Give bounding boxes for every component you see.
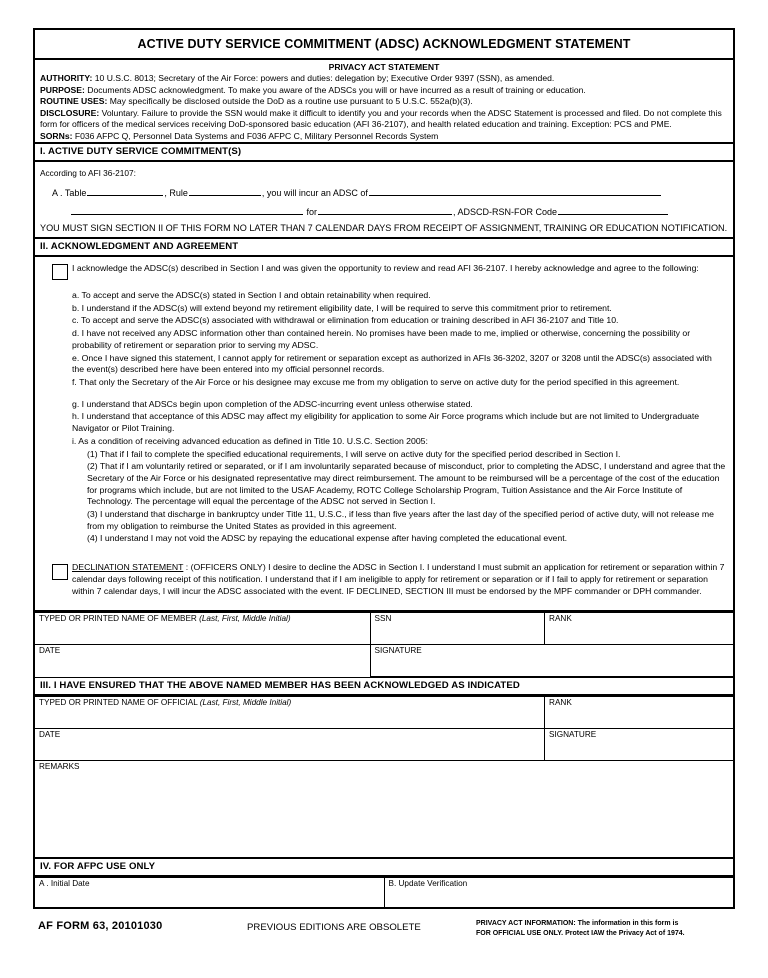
member-rank-cell[interactable] bbox=[545, 613, 733, 645]
purpose-label: PURPOSE: bbox=[40, 84, 85, 95]
for-blank-field[interactable] bbox=[318, 203, 452, 215]
af-form-number: AF FORM 63, 20101030 bbox=[38, 920, 163, 932]
agreement-item-g: g. I understand that ADSCs begin upon completion of the ADSC-incurring event unless otherwise stated. bbox=[72, 398, 473, 409]
privacy-authority-line bbox=[40, 73, 728, 85]
member-name-label: TYPED OR PRINTED NAME OF MEMBER bbox=[39, 614, 197, 624]
routine-uses-text: May specifically be disclosed outside the DoD as a routine use pursuant to 5 U.S.C. 552a(b)(3). bbox=[107, 96, 473, 107]
rule-blank-field[interactable] bbox=[189, 184, 261, 196]
for-label: for bbox=[306, 206, 318, 217]
table-row bbox=[35, 645, 733, 678]
member-name-hint: (Last, First, Middle Initial) bbox=[199, 614, 291, 624]
agreement-item-d: d. I have not received any ADSC information other than contained herein. No promises have been made to me, implied or otherwise, concerning the possibility or probability of retirement or separation prior to serving my ADSC. bbox=[72, 328, 691, 350]
declination-label: DECLINATION STATEMENT bbox=[72, 562, 184, 573]
member-signature-label: SIGNATURE bbox=[374, 646, 422, 656]
table-row bbox=[35, 878, 733, 908]
initial-date-cell[interactable] bbox=[35, 878, 384, 908]
agreement-item-e: e. Once I have signed this statement, I cannot apply for retirement or separation except as authorized in AFIs 36-3202, 3207 or 3208 until the ADSC(s) associated with the event(s) described here have been entered into my official personnel records. bbox=[72, 352, 712, 375]
table-row bbox=[35, 729, 733, 761]
sorns-text: F036 AFPC Q, Personnel Data Systems and F036 AFPC C, Military Personnel Records System bbox=[72, 130, 439, 141]
privacy-info-line-2: FOR OFFICIAL USE ONLY. Protect IAW the Privacy Act of 1974. bbox=[476, 929, 685, 937]
section-2-header: II. ACKNOWLEDGMENT AND AGREEMENT bbox=[35, 239, 733, 257]
afpc-use-table bbox=[35, 877, 733, 907]
member-date-label: DATE bbox=[39, 646, 61, 656]
previous-editions-notice: PREVIOUS EDITIONS ARE OBSOLETE bbox=[247, 922, 421, 933]
adsc-cont-blank-field[interactable] bbox=[71, 203, 303, 215]
item-spacer bbox=[42, 389, 726, 398]
official-signature-label: SIGNATURE bbox=[549, 730, 597, 740]
acknowledge-text: I acknowledge the ADSC(s) described in Section I and was given the opportunity to review and read AFI 36-2107. I hereby acknowledge and agree to the following: bbox=[72, 263, 699, 274]
declination-checkbox[interactable] bbox=[52, 564, 68, 580]
section-1-body bbox=[35, 162, 733, 240]
acknowledge-checkbox[interactable] bbox=[52, 264, 68, 280]
form-title: ACTIVE DUTY SERVICE COMMITMENT (ADSC) ACKNOWLEDGMENT STATEMENT bbox=[35, 30, 733, 60]
af-form-63 bbox=[33, 28, 735, 909]
must-sign-notice: YOU MUST SIGN SECTION II OF THIS FORM NO LATER THAN 7 CALENDAR DAYS FROM RECEIPT OF ASSIGNMENT, TRAINING OR EDUCATION NOTIFICATION. bbox=[40, 222, 728, 233]
table-row bbox=[35, 613, 733, 645]
adsc-entry-row-b bbox=[70, 203, 728, 218]
privacy-act-info bbox=[476, 919, 738, 938]
update-verification-label: B. Update Verification bbox=[388, 879, 468, 889]
authority-label: AUTHORITY: bbox=[40, 73, 93, 83]
agreement-subitem-1: (1) That if I fail to complete the specified educational requirements, I will serve on active duty for the specified period described in Section I. bbox=[87, 448, 621, 459]
according-to-afi: According to AFI 36-2107: bbox=[40, 167, 136, 178]
adscd-code-label: , ADSCD-RSN-FOR Code bbox=[453, 206, 558, 217]
incur-label: , you will incur an ADSC of bbox=[261, 187, 368, 198]
official-rank-cell[interactable] bbox=[545, 697, 733, 729]
privacy-disclosure-line bbox=[40, 108, 728, 131]
official-signature-cell[interactable] bbox=[545, 729, 733, 761]
remarks-label: REMARKS bbox=[39, 762, 80, 772]
table-row bbox=[35, 697, 733, 729]
ssn-label: SSN bbox=[374, 614, 392, 624]
update-verification-cell[interactable] bbox=[384, 878, 733, 908]
official-name-label: TYPED OR PRINTED NAME OF OFFICIAL bbox=[39, 698, 198, 708]
official-date-label: DATE bbox=[39, 730, 61, 740]
member-identity-table bbox=[35, 612, 733, 678]
agreement-item-c: c. To accept and serve the ADSC(s) associated with withdrawal or elimination from education or training described in AFI 36-2107 and Title 10. bbox=[72, 315, 619, 326]
agreement-item-f: f. That only the Secretary of the Air Force or his designee may excuse me from my obligation to serve on active duty for the period specified in this agreement. bbox=[72, 376, 680, 387]
table-blank-field[interactable] bbox=[87, 184, 163, 196]
member-date-cell[interactable] bbox=[35, 645, 370, 678]
table-row bbox=[35, 761, 733, 859]
privacy-sorns-line bbox=[40, 131, 728, 143]
member-name-cell[interactable] bbox=[35, 613, 370, 645]
acknowledge-row bbox=[42, 263, 726, 289]
adscd-code-blank-field[interactable] bbox=[558, 203, 668, 215]
official-name-cell[interactable] bbox=[35, 697, 545, 729]
privacy-info-line-1: PRIVACY ACT INFORMATION: The information in this form is bbox=[476, 920, 679, 927]
form-footer bbox=[33, 919, 735, 953]
declination-text-block bbox=[72, 562, 726, 597]
sorns-label: SORNs: bbox=[40, 130, 73, 141]
member-ssn-cell[interactable] bbox=[370, 613, 545, 645]
agreement-subitem-2: (2) That if I am voluntarily retired or separated, or if I am involuntarily separated because of misconduct, prior to completing the ADSC, I understand and agree that the Secretary of the Air Force or his designated representative may direct reimbursement. The amount to be reimbursed will be a percentage of the cost of the education for programs which include, but are not limited to the USAF Academy, ROTC College Scholarship Program, Tuition Assistance and the Air Force Institute of Technology. The percentage will equal the percentage of the ADSC not served in Section I. bbox=[87, 461, 726, 507]
privacy-routine-uses-line bbox=[40, 96, 728, 108]
remarks-cell[interactable] bbox=[35, 761, 733, 859]
official-rank-label: RANK bbox=[549, 698, 572, 708]
table-label: A . Table bbox=[52, 187, 87, 198]
agreement-item-a: a. To accept and serve the ADSC(s) stated in Section I and obtain retainability when required. bbox=[72, 290, 431, 301]
adsc-entry-row-a bbox=[52, 184, 728, 199]
rule-label: , Rule bbox=[164, 187, 188, 198]
section-3-header: III. I HAVE ENSURED THAT THE ABOVE NAMED MEMBER HAS BEEN ACKNOWLEDGED AS INDICATED bbox=[35, 678, 733, 696]
authority-text: 10 U.S.C. 8013; Secretary of the Air Force: powers and duties: delegation by; Executive Order 9397 (SSN), as amended. bbox=[92, 73, 555, 83]
official-name-hint: (Last, First, Middle Initial) bbox=[199, 698, 292, 708]
member-signature-cell[interactable] bbox=[370, 645, 733, 678]
declination-row bbox=[42, 562, 726, 602]
official-identity-table bbox=[35, 696, 733, 859]
agreement-item-b: b. I understand if the ADSC(s) will extend beyond my retirement eligibility date, I will be required to serve this commitment prior to retirement. bbox=[72, 302, 612, 313]
section-4-header: IV. FOR AFPC USE ONLY bbox=[35, 859, 733, 877]
disclosure-label: DISCLOSURE: bbox=[40, 107, 100, 118]
agreement-subitem-4: (4) I understand I may not void the ADSC by repaying the educational expense after having completed the educational event. bbox=[87, 533, 568, 544]
section-1-header: I. ACTIVE DUTY SERVICE COMMITMENT(S) bbox=[35, 144, 733, 162]
adsc-of-blank-field[interactable] bbox=[369, 184, 661, 196]
rank-label: RANK bbox=[549, 614, 572, 624]
privacy-act-heading: PRIVACY ACT STATEMENT bbox=[328, 62, 440, 72]
disclosure-text: Voluntary. Failure to provide the SSN would make it difficult to identify you and your records when the ADSC Statement is processed and filed. Do not complete this form for officers of the medical services receiving DoD-sponsored basic education (AFI 36-2107), and health related education and training. Exception: PCS and PME. bbox=[40, 107, 722, 130]
privacy-act-block bbox=[35, 60, 733, 144]
initial-date-label: A . Initial Date bbox=[39, 879, 90, 889]
official-date-cell[interactable] bbox=[35, 729, 545, 761]
privacy-purpose-line bbox=[40, 85, 728, 97]
routine-uses-label: ROUTINE USES: bbox=[40, 96, 108, 107]
agreement-item-i: i. As a condition of receiving advanced education as defined in Title 10. U.S.C. Section 2005: bbox=[72, 435, 428, 446]
agreement-item-h: h. I understand that acceptance of this ADSC may affect my eligibility for application to some Air Force programs which include but are not limited to Undergraduate Navigator or Pilot Training. bbox=[72, 411, 700, 434]
section-2-body bbox=[35, 257, 733, 612]
declination-text: : (OFFICERS ONLY) I desire to decline the ADSC in Section I. I understand I must submit an application for retirement or separation within 7 calendar days following receipt of this notification. I understand that if I am ineligible to apply for retirement or separation or if I fail to apply for retirement or separation within 7 calendar days, I will incur the ADSC associated with the event. IF DECLINED, SECTION III must be endorsed by the MPF commander or DPH commander. bbox=[72, 562, 725, 596]
agreement-subitem-3: (3) I understand that discharge in bankruptcy under Title 11, U.S.C., if less than five years after the last day of the specified period of active duty, will not release me from my obligation to reimburse the United States as provided in this agreement. bbox=[87, 509, 714, 531]
purpose-text: Documents ADSC acknowledgment. To make you aware of the ADSCs you will or have incurred as a result of training or education. bbox=[84, 84, 586, 95]
